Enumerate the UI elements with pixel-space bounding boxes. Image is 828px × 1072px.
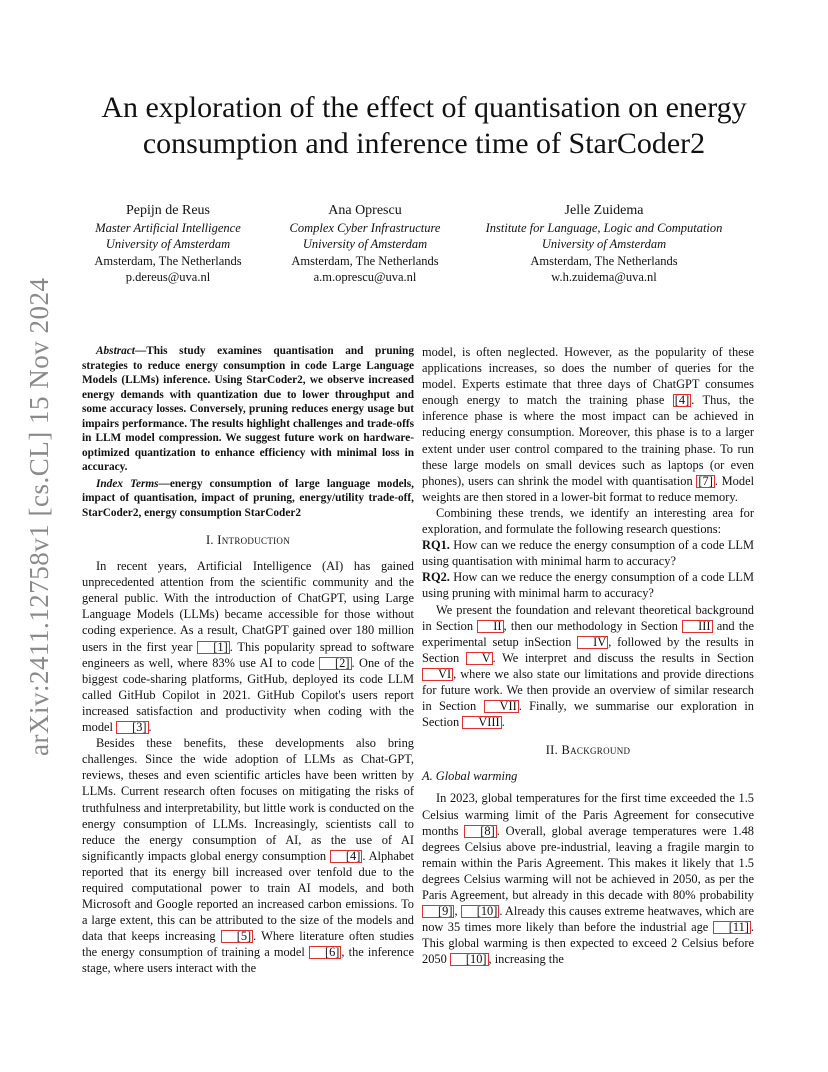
author-email: w.h.zuidema@uva.nl <box>551 270 657 285</box>
text-run: . One of the biggest code-sharing platforms, GitHub, deployed its code LLM called GitHub Copilot in 2021. GitHub Copilot's users report increased satisfaction and productivity when coding with the model <box>82 655 414 735</box>
text-run: . This popularity spread to software engineers as well, where 83% use AI to code <box>82 639 414 670</box>
research-question-2 <box>422 569 754 601</box>
author-location: Amsterdam, The Netherlands <box>94 253 242 268</box>
author-university: University of Amsterdam <box>541 237 667 252</box>
text-run: and the experimental setup inSection <box>422 618 754 649</box>
text-run: . <box>501 715 505 730</box>
text-run: In 2023, global temperatures for the first time exceeded the 1.5 Celsius warming limit of the Paris Agreement for consecutive months <box>422 791 754 838</box>
section-heading-background: II. Background <box>545 743 631 758</box>
citation-link[interactable]: [4] <box>330 850 362 863</box>
section-link[interactable]: VIII <box>462 716 501 729</box>
section-link[interactable]: IV <box>577 636 608 649</box>
author-3 <box>466 202 742 286</box>
abstract <box>82 344 414 475</box>
rq-label: RQ2. <box>422 570 450 585</box>
citation-link[interactable]: [7] <box>698 473 713 488</box>
citation-link[interactable]: [1] <box>197 641 229 654</box>
author-university: University of Amsterdam <box>302 237 428 252</box>
text-run: , <box>454 904 461 919</box>
citation-link[interactable]: [4] <box>674 393 690 408</box>
citation-link[interactable]: [6] <box>309 946 341 959</box>
citation-link[interactable]: [11] <box>713 921 751 934</box>
text-run: . Alphabet reported that its energy bill increased over tenfold due to the required computational power to train AI models, and both Microsoft and Google reported an increased carbon emissions. To a large extent, this can be attributed to the size of the models and data that keeps increasing <box>82 848 414 944</box>
author-email: a.m.oprescu@uva.nl <box>313 270 417 285</box>
text-run: . <box>148 720 152 735</box>
text-run: . Already this causes extreme heatwaves, which are now 35 times more likely than before the industrial age <box>422 904 754 935</box>
text-run: . Where literature often studies the energy consumption of training a model <box>82 929 414 960</box>
intro-paragraph-1 <box>82 558 414 735</box>
left-column <box>82 344 414 977</box>
right-column <box>422 344 754 967</box>
citation-link[interactable]: [8] <box>464 825 496 838</box>
index-terms-text: —energy consumption of large language models, impact of quantisation, impact of pruning, energy/utility trade-off, StarCoder2, energy consumption StarCoder2 <box>82 477 414 519</box>
index-terms-label: Index Terms <box>96 477 159 490</box>
section-link[interactable]: VII <box>484 700 519 713</box>
right-paragraph-3 <box>422 602 754 731</box>
author-block <box>0 202 828 294</box>
text-run: We present the foundation and relevant theoretical background in Section <box>422 602 754 633</box>
author-affiliation: Institute for Language, Logic and Computation <box>485 221 723 235</box>
text-run: , where we also state our limitations and provide directions for future work. We then provide an overview of similar research in Section <box>422 666 754 714</box>
author-affiliation: Complex Cyber Infrastructure <box>289 221 441 235</box>
abstract-label: Abstract <box>96 345 135 357</box>
section-link[interactable]: VI <box>422 668 453 681</box>
citation-link[interactable]: [10] <box>450 953 489 966</box>
text-run: . Model weights are then stored in a lower-bit format to reduce memory. <box>422 473 755 504</box>
citation-link[interactable]: [5] <box>221 930 253 943</box>
paper-title: An exploration of the effect of quantisation on energy consumption and inference time of StarCoder2 <box>101 91 747 161</box>
background-paragraph-1 <box>422 790 754 967</box>
right-paragraph-2: Combining these trends, we identify an interesting area for exploration, and formulate the following research questions: <box>422 505 754 537</box>
citation-link[interactable]: [9] <box>422 905 454 918</box>
section-heading-introduction: I. Introduction <box>205 533 291 547</box>
text-run: . Finally, we summarise our exploration in Section <box>422 699 754 730</box>
text-run: . This global warming is then expected to exceed 2 Celsius before 2050 <box>422 920 754 967</box>
research-question-1 <box>422 537 754 569</box>
subsection-heading-global-warming: A. Global warming <box>422 769 518 784</box>
text-run: . Overall, global average temperatures were 1.48 degrees Celsius above pre-industrial, leaving a fragile margin to remain within the Paris Agreement. This makes it likely that 1.5 degrees Celsius warming will not be achieved in 2050, as per the Paris Agreement, but already in this decade with 80% probability <box>422 823 754 902</box>
text-run: , then our methodology in Section <box>503 618 683 633</box>
rq-text: How can we reduce the energy consumption of a code LLM using quantisation with minimal harm to accuracy? <box>422 538 754 569</box>
text-run: , followed by the results in Section <box>422 634 754 665</box>
text-run: . Thus, the inference phase is where the most impact can be achieved in reducing energy consumption. Moreover, this phase is to a larger extent under user control compared to the training phase. To run these large models on small devices such as laptops (or even phones), users can shrink the model with quantisation <box>422 393 754 488</box>
text-run: model, is often neglected. However, as the popularity of these applications increases, so does the number of queries for the model. Experts estimate that three days of ChatGPT consumes enough energy to match the training phase <box>422 345 754 408</box>
citation-link[interactable]: [2] <box>319 657 351 670</box>
abstract-text: —This study examines quantisation and pruning strategies to reduce energy consumption in code Large Language Models (LLMs) inference. Using StarCoder2, we observe increased energy demands with quantization due to lower throughput and some accuracy losses. Conversely, pruning reduces energy usage but impairs performance. The results highlight challenges and trade-offs in LLM model compression. We suggest future work on hardware-optimized quantization to enhance efficiency with minimal loss in accuracy. <box>82 345 414 473</box>
rq-text: How can we reduce the energy consumption of a code LLM using pruning with minimal harm to accuracy? <box>422 570 754 601</box>
author-email: p.dereus@uva.nl <box>125 270 211 285</box>
text-run: . We interpret and discuss the results in Section <box>492 650 755 665</box>
index-terms <box>82 477 414 521</box>
citation-link[interactable]: [10] <box>461 905 500 918</box>
text-run: , increasing the <box>488 952 564 967</box>
author-location: Amsterdam, The Netherlands <box>530 253 678 268</box>
author-location: Amsterdam, The Netherlands <box>291 253 439 268</box>
citation-link[interactable]: [3] <box>116 721 148 734</box>
rq-label: RQ1. <box>422 538 450 553</box>
author-name: Ana Oprescu <box>328 203 402 218</box>
section-link[interactable]: III <box>682 620 712 633</box>
right-paragraph-1 <box>422 344 754 505</box>
author-university: University of Amsterdam <box>105 237 231 252</box>
section-link[interactable]: V <box>466 652 493 665</box>
arxiv-identifier: arXiv:2411.12758v1 [cs.CL] 15 Nov 2024 <box>24 277 54 756</box>
text-run: In recent years, Artificial Intelligence (AI) has gained unprecedented attention from the scientific community and the general public. With the introduction of ChatGPT, using Large Language Models (LLMs) became accessible for those without coding experience. As a result, ChatGPT gained over 180 million users in the first year <box>82 559 414 654</box>
text-run: , the inference stage, where users interact with the <box>82 945 415 976</box>
author-name: Pepijn de Reus <box>126 203 210 218</box>
author-affiliation: Master Artificial Intelligence <box>95 221 241 235</box>
text-run: Besides these benefits, these developments also bring challenges. Since the wide adoption of LLMs as Chat-GPT, reviews, theses and even scientific articles have been written by LLMs. Current research often focuses on mitigating the risks of truthfulness and interpretability, but little work is conducted on the energy consumption of LLMs. Increasingly, scientists call to reduce the energy consumption of AI, as the use of AI significantly impacts global energy consumption <box>82 736 414 863</box>
author-name: Jelle Zuidema <box>564 203 644 218</box>
section-link[interactable]: II <box>477 620 503 633</box>
author-1 <box>78 202 258 286</box>
author-2 <box>270 202 460 286</box>
intro-paragraph-2 <box>82 735 414 976</box>
